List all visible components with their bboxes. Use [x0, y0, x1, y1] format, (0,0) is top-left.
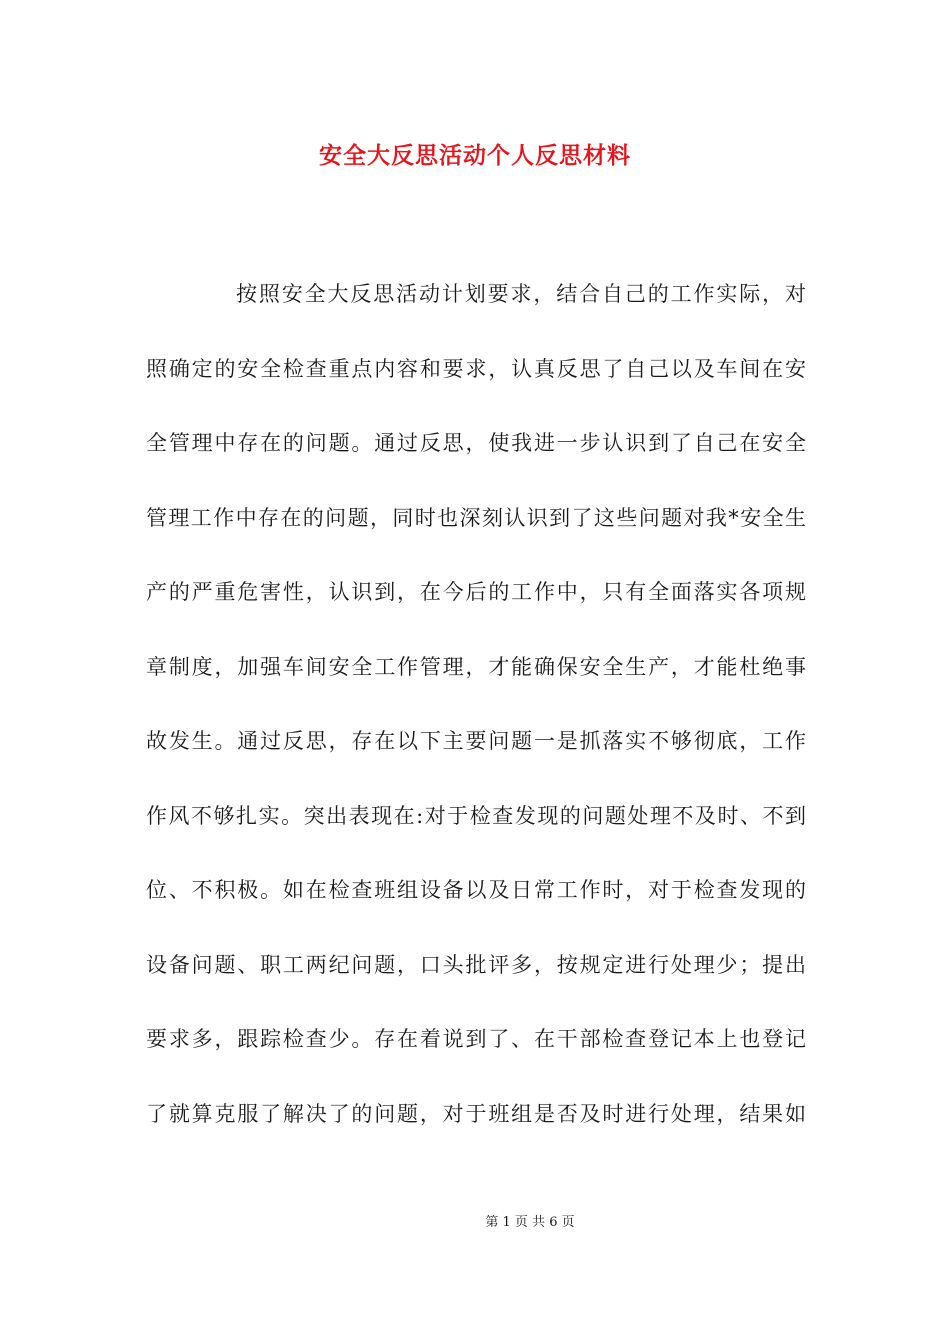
document-title: 安全大反思活动个人反思材料 — [319, 142, 631, 169]
body-line: 章制度，加强车间安全工作管理，才能确保安全生产，才能杜绝事 — [146, 654, 806, 679]
body-line: 产的严重危害性，认识到，在今后的工作中，只有全面落实各项规 — [146, 580, 806, 604]
body-line: 全管理中存在的问题。通过反思，使我进一步认识到了自己在安全 — [146, 431, 806, 455]
body-line: 位、不积极。如在检查班组设备以及日常工作时，对于检查发现的 — [146, 878, 806, 902]
body-line: 故发生。通过反思，存在以下主要问题一是抓落实不够彻底，工作 — [146, 729, 806, 753]
body-line: 作风不够扎实。突出表现在:对于检查发现的问题处理不及时、不到 — [146, 803, 806, 828]
body-line: 要求多，跟踪检查少。存在着说到了、在干部检查登记本上也登记 — [146, 1027, 806, 1051]
body-line: 了就算克服了解决了的问题，对于班组是否及时进行处理，结果如 — [146, 1101, 806, 1126]
body-line: 按照安全大反思活动计划要求，结合自己的工作实际，对 — [236, 282, 806, 306]
page-number-footer: 第 1 页 共 6 页 — [485, 1215, 575, 1230]
document-body — [146, 274, 806, 1168]
body-line: 设备问题、职工两纪问题，口头批评多，按规定进行处理少；提出 — [146, 952, 806, 977]
body-line: 照确定的安全检查重点内容和要求，认真反思了自己以及车间在安 — [146, 356, 806, 381]
body-line: 管理工作中存在的问题，同时也深刻认识到了这些问题对我*安全生 — [146, 505, 806, 530]
